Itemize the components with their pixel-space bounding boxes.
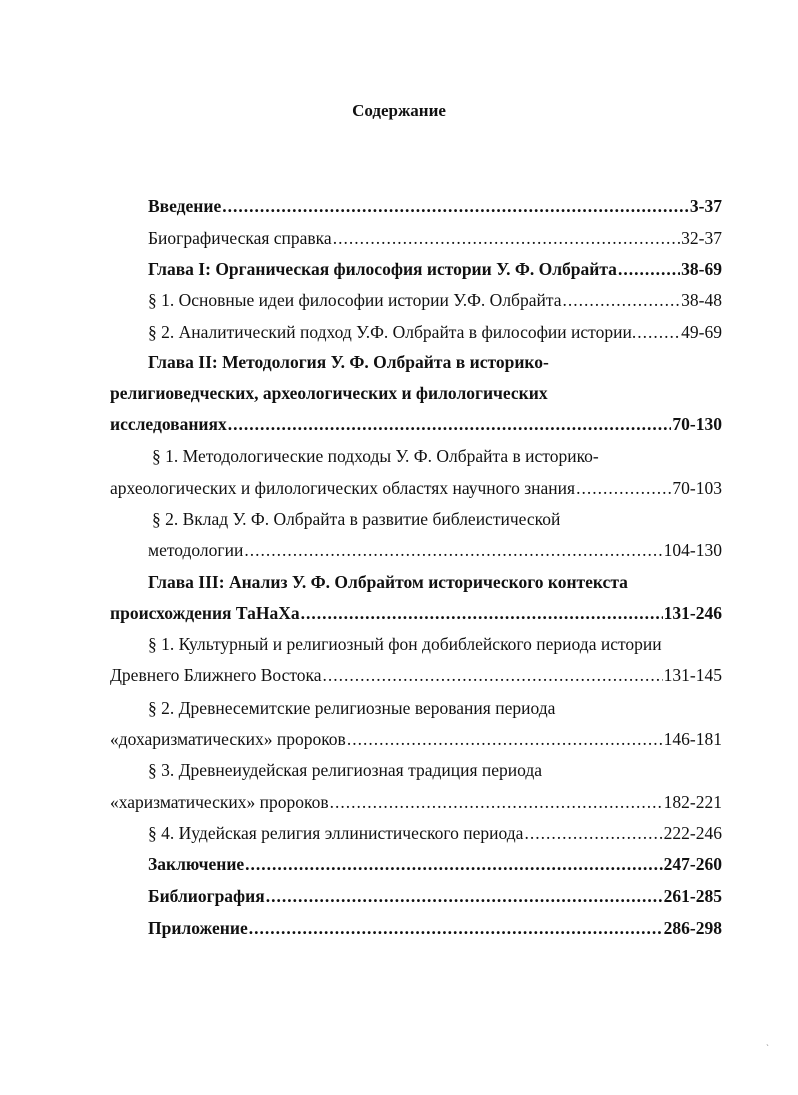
toc-entry-text: § 4. Иудейская религия эллинистического периода [148, 823, 524, 843]
toc-entry-text: Приложение [148, 918, 248, 938]
leader-dots [618, 257, 680, 281]
toc-entry-intro [148, 194, 722, 218]
toc-page-number: 38-48 [681, 290, 722, 310]
leader-dots [228, 412, 672, 436]
toc-entry-text: Глава III: Анализ У. Ф. Олбрайтом исторического контекста [148, 572, 628, 592]
leader-dots [333, 226, 680, 250]
leader-dots [222, 194, 689, 218]
toc-entry-text: Биографическая справка [148, 228, 332, 248]
toc-page-number: 70-103 [672, 478, 722, 498]
toc-page-number: 104-130 [663, 540, 722, 560]
scan-speck: ˎ [766, 1036, 769, 1046]
toc-page-number: 247-260 [663, 854, 722, 874]
toc-entry-chapter-3-section-4 [148, 821, 722, 845]
toc-entry-chapter-2-line-1 [148, 350, 722, 374]
leader-dots [244, 538, 662, 562]
toc-page-number: 38-69 [681, 259, 722, 279]
leader-dots [301, 601, 663, 625]
toc-entry-chapter-3-section-1-line-1 [148, 632, 722, 656]
leader-dots [524, 821, 662, 845]
toc-entry-chapter-2-section-2-line-1 [152, 507, 722, 531]
leader-dots [249, 916, 663, 940]
toc-entry-text: Древнего Ближнего Востока [110, 665, 322, 685]
toc-entry-text: Глава II: Методология У. Ф. Олбрайта в историко- [148, 352, 549, 372]
toc-entry-conclusion [148, 852, 722, 876]
toc-entry-text: «харизматических» пророков [110, 792, 329, 812]
toc-entry-bibliography [148, 884, 722, 908]
toc-entry-text: Введение [148, 196, 222, 216]
toc-entry-bio [148, 226, 722, 250]
toc-page-number: 131-145 [663, 665, 722, 685]
toc-entry-chapter-3-section-2-line-1 [148, 696, 722, 720]
toc-entry-text: происхождения ТаНаХа [110, 603, 300, 623]
toc-page-number: 70-130 [672, 414, 722, 434]
toc-page-number: 49-69 [681, 322, 722, 342]
toc-entry-chapter-2-line-3 [110, 412, 722, 436]
toc-page-number: 146-181 [663, 729, 722, 749]
toc-entry-chapter-3-section-3-line-1 [148, 758, 722, 782]
toc-page-number: 182-221 [663, 792, 722, 812]
toc-entry-chapter-3-section-2-line-2 [110, 727, 722, 751]
toc-entry-appendix [148, 916, 722, 940]
toc-entry-chapter-1-section-1 [148, 288, 722, 312]
toc-entry-chapter-3-section-1-line-2 [110, 663, 722, 687]
toc-entry-chapter-2-section-1-line-2 [110, 476, 722, 500]
toc-entry-text: § 1. Основные идеи философии истории У.Ф. Олбрайта [148, 290, 562, 310]
toc-entry-text: археологических и филологических областях научного знания [110, 478, 576, 498]
toc-entry-text: § 3. Древнеиудейская религиозная традиция периода [148, 760, 543, 780]
toc-entry-chapter-3-section-3-line-2 [110, 790, 722, 814]
toc-entry-text: Глава I: Органическая философия истории У. Ф. Олбрайта [148, 259, 617, 279]
toc-entry-chapter-2-section-1-line-1 [152, 444, 722, 468]
toc-entry-chapter-1 [148, 257, 722, 281]
toc-page-number: 131-246 [663, 603, 722, 623]
toc-entry-text: исследованиях [110, 414, 227, 434]
toc-entry-text: религиоведческих, археологических и филологических [110, 383, 548, 403]
leader-dots [637, 320, 680, 344]
toc-entry-text: Заключение [148, 854, 245, 874]
toc-page-number: 3-37 [689, 196, 722, 216]
toc-entry-text: § 2. Вклад У. Ф. Олбрайта в развитие библеистической [152, 509, 561, 529]
toc-page-number: 222-246 [663, 823, 722, 843]
toc-entry-text: Библиография [148, 886, 265, 906]
leader-dots [347, 727, 663, 751]
toc-page-number: 32-37 [681, 228, 722, 248]
toc-entry-text: методологии [148, 540, 244, 560]
toc-entry-chapter-2-line-2 [110, 381, 722, 405]
toc-entry-chapter-3-line-2 [110, 601, 722, 625]
toc-page-number: 286-298 [663, 918, 722, 938]
toc-entry-text: § 2. Древнесемитские религиозные верования периода [148, 698, 556, 718]
toc-entry-text: «дохаризматических» пророков [110, 729, 346, 749]
leader-dots [245, 852, 663, 876]
toc-entry-text: § 1. Культурный и религиозный фон добиблейского периода истории [148, 634, 662, 654]
toc-page-number: 261-285 [663, 886, 722, 906]
leader-dots [576, 476, 671, 500]
toc-entry-chapter-2-section-2-line-2 [148, 538, 722, 562]
toc-entry-chapter-1-section-2 [148, 320, 722, 344]
leader-dots [562, 288, 680, 312]
page-title: Содержание [352, 101, 446, 120]
leader-dots [330, 790, 663, 814]
leader-dots [266, 884, 663, 908]
toc-entry-text: § 2. Аналитический подход У.Ф. Олбрайта в философии истории. [148, 322, 637, 342]
toc-entry-text: § 1. Методологические подходы У. Ф. Олбрайта в историко- [152, 446, 599, 466]
toc-entry-chapter-3-line-1 [148, 570, 722, 594]
leader-dots [323, 663, 663, 687]
